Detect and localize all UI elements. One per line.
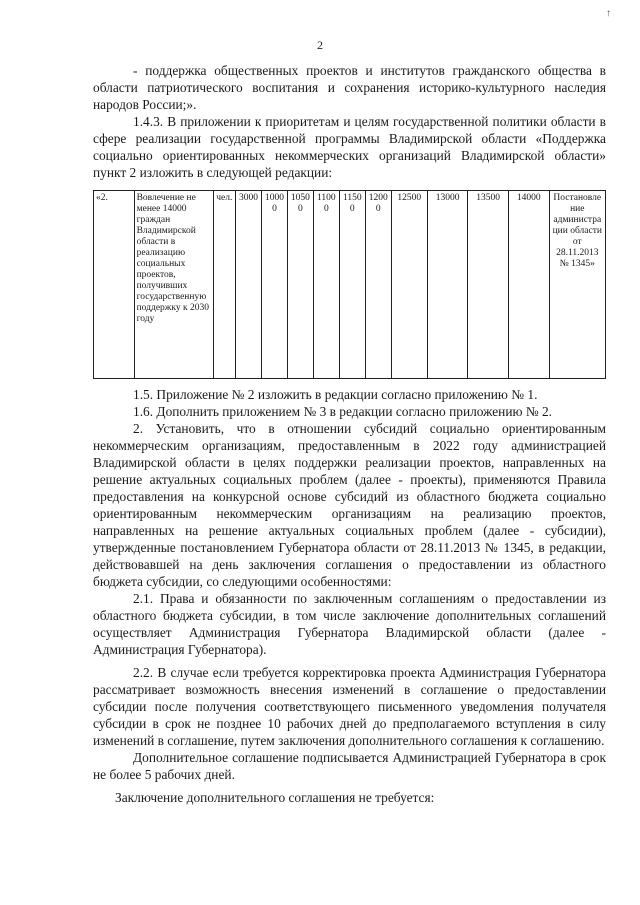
table-cell-description: Вовлечение не менее 14000 граждан Владимирской области в реализацию социальных проектов, получивших государственную поддержку к 2030 году xyxy=(134,191,213,379)
table-cell-value: 3000 xyxy=(236,191,262,379)
document-body xyxy=(93,62,606,806)
table-cell-value: 10000 xyxy=(262,191,288,379)
paragraph-1-6: 1.6. Дополнить приложением № 3 в редакции согласно приложению № 2. xyxy=(133,404,553,419)
page-number: 2 xyxy=(317,38,323,52)
paragraph-no-agreement: Заключение дополнительного соглашения не требуется: xyxy=(115,790,435,805)
table-cell-value: 12500 xyxy=(391,191,427,379)
paragraph-2: 2. Установить, что в отношении субсидий социально ориентированным некоммерческим организациям, предоставленным в 2022 году администрацией Владимирской области в целях поддержки реализации проектов, направленных на решение актуальных социальных проблем (далее - проекты), применяются Правила предоставления на конкурсной основе субсидий из областного бюджета социально ориентированным некоммерческим организациям на реализацию проектов, направленных на решение актуальных социальных проблем (далее - субсидии), утвержденные постановлением Губернатора области от 28.11.2013 № 1345, в редакции, действовавшей на день заключения соглашения о предоставлении из областного бюджета субсидии, со следующими особенностями: xyxy=(93,421,606,589)
corner-mark: ↑ xyxy=(606,8,611,19)
table-cell-source: Постановление администрации области от 28.11.2013 № 1345» xyxy=(549,191,605,379)
table-cell-value: 11500 xyxy=(339,191,365,379)
paragraph-1-5: 1.5. Приложение № 2 изложить в редакции согласно приложению № 1. xyxy=(133,387,538,402)
table-cell-value: 11000 xyxy=(313,191,339,379)
indicator-table xyxy=(93,190,606,379)
table-cell-value: 13000 xyxy=(427,191,468,379)
table-row xyxy=(94,191,606,379)
table-cell-unit: чел. xyxy=(213,191,236,379)
table-cell-num: «2. xyxy=(94,191,135,379)
table-cell-value: 13500 xyxy=(468,191,509,379)
table-cell-value: 14000 xyxy=(508,191,549,379)
table-cell-value: 12000 xyxy=(365,191,391,379)
paragraph-top-1: - поддержка общественных проектов и институтов гражданского общества в области патриотического воспитания и сохранения историко-культурного наследия народов России;». xyxy=(93,63,606,112)
paragraph-2-2: 2.2. В случае если требуется корректировка проекта Администрация Губернатора рассматривает возможность внесения изменений в соглашение о предоставлении субсидии после получения соответствующего письменного уведомления получателя субсидии в срок не позднее 10 рабочих дней до предполагаемого вступления в силу изменений в соглашение, путем заключения дополнительного соглашения к соглашению. xyxy=(93,665,606,748)
paragraph-2-1: 2.1. Права и обязанности по заключенным соглашениям о предоставлении из областного бюджета субсидии, в том числе заключение дополнительных соглашений осуществляет Администрация Губернатора Владимирской области (далее - Администрация Губернатора). xyxy=(93,591,606,657)
paragraph-top-2: 1.4.3. В приложении к приоритетам и целям государственной политики области в сфере реализации государственной программы Владимирской области «Поддержка социально ориентированных некоммерческих организаций Владимирской области» пункт 2 изложить в следующей редакции: xyxy=(93,114,606,180)
paragraph-signing: Дополнительное соглашение подписывается Администрацией Губернатора в срок не более 5 рабочих дней. xyxy=(93,750,606,782)
table-cell-value: 10500 xyxy=(287,191,313,379)
